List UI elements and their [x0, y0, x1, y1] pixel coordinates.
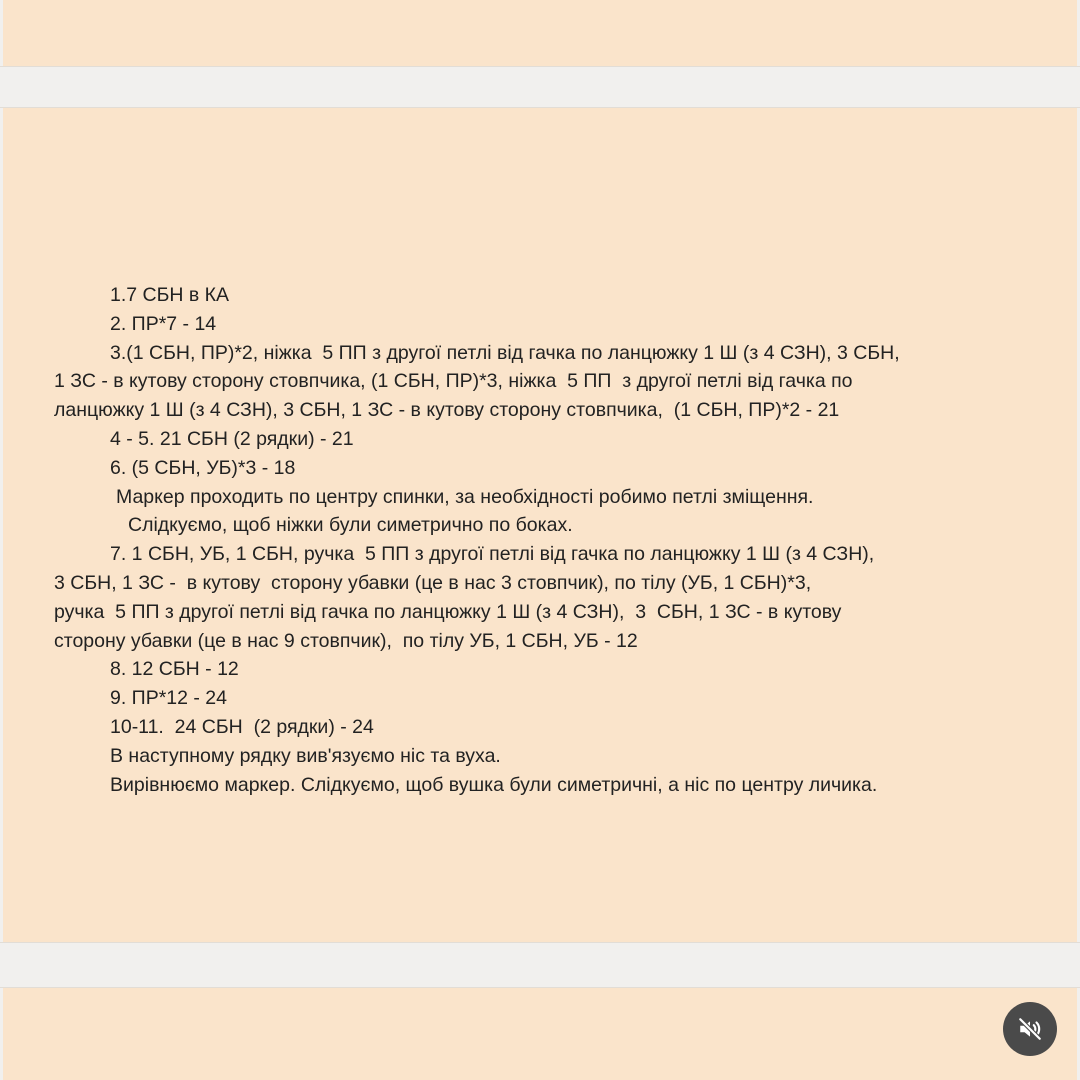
pattern-line-17: В наступному рядку вив'язуємо ніс та вуха.	[110, 744, 501, 767]
pattern-line-13: сторону убавки (це в нас 9 стовпчик), по тілу УБ, 1 СБН, УБ - 12	[54, 629, 638, 652]
pattern-line-8: Маркер проходить по центру спинки, за необхідності робимо петлі зміщення.	[116, 485, 814, 508]
pattern-line-11: 3 СБН, 1 ЗС - в кутову сторону убавки (це в нас 3 стовпчик), по тілу (УБ, 1 СБН)*3,	[54, 571, 812, 594]
pattern-line-4: 1 ЗС - в кутову сторону стовпчика, (1 СБН, ПР)*3, ніжка 5 ПП з другої петлі від гачка по	[54, 370, 853, 393]
separator-band-top	[0, 66, 1080, 108]
pattern-line-16: 10-11. 24 СБН (2 рядки) - 24	[110, 715, 374, 738]
pattern-line-3: 3.(1 СБН, ПР)*2, ніжка 5 ПП з другої петлі від гачка по ланцюжку 1 Ш (з 4 СЗН), 3 СБН,	[110, 341, 900, 364]
frame-edge-left	[0, 0, 3, 1080]
pattern-line-1: 1.7 СБН в КА	[110, 284, 230, 306]
pattern-line-12: ручка 5 ПП з другої петлі від гачка по ланцюжку 1 Ш (з 4 СЗН), 3 СБН, 1 ЗС - в кутову	[54, 600, 842, 623]
pattern-line-5: ланцюжку 1 Ш (з 4 СЗН), 3 СБН, 1 ЗС - в кутову сторону стовпчика, (1 СБН, ПР)*2 - 21	[54, 399, 840, 422]
pattern-line-7: 6. (5 СБН, УБ)*3 - 18	[110, 456, 296, 479]
pattern-line-10: 7. 1 СБН, УБ, 1 СБН, ручка 5 ПП з другої петлі від гачка по ланцюжку 1 Ш (з 4 СЗН),	[110, 543, 875, 566]
speaker-muted-icon	[1017, 1016, 1043, 1042]
crochet-pattern-text	[54, 281, 1014, 799]
pattern-line-15: 9. ПР*12 - 24	[110, 687, 227, 710]
separator-band-bottom	[0, 942, 1080, 988]
mute-button[interactable]	[1003, 1002, 1057, 1056]
pattern-line-14: 8. 12 СБН - 12	[110, 658, 239, 681]
pattern-line-2: 2. ПР*7 - 14	[110, 312, 217, 335]
pattern-line-9: Слідкуємо, щоб ніжки були симетрично по боках.	[128, 514, 573, 537]
pattern-line-6: 4 - 5. 21 СБН (2 рядки) - 21	[110, 427, 354, 450]
pattern-line-18: Вирівнюємо маркер. Слідкуємо, щоб вушка були симетричні, а ніс по центру личика.	[110, 773, 878, 796]
